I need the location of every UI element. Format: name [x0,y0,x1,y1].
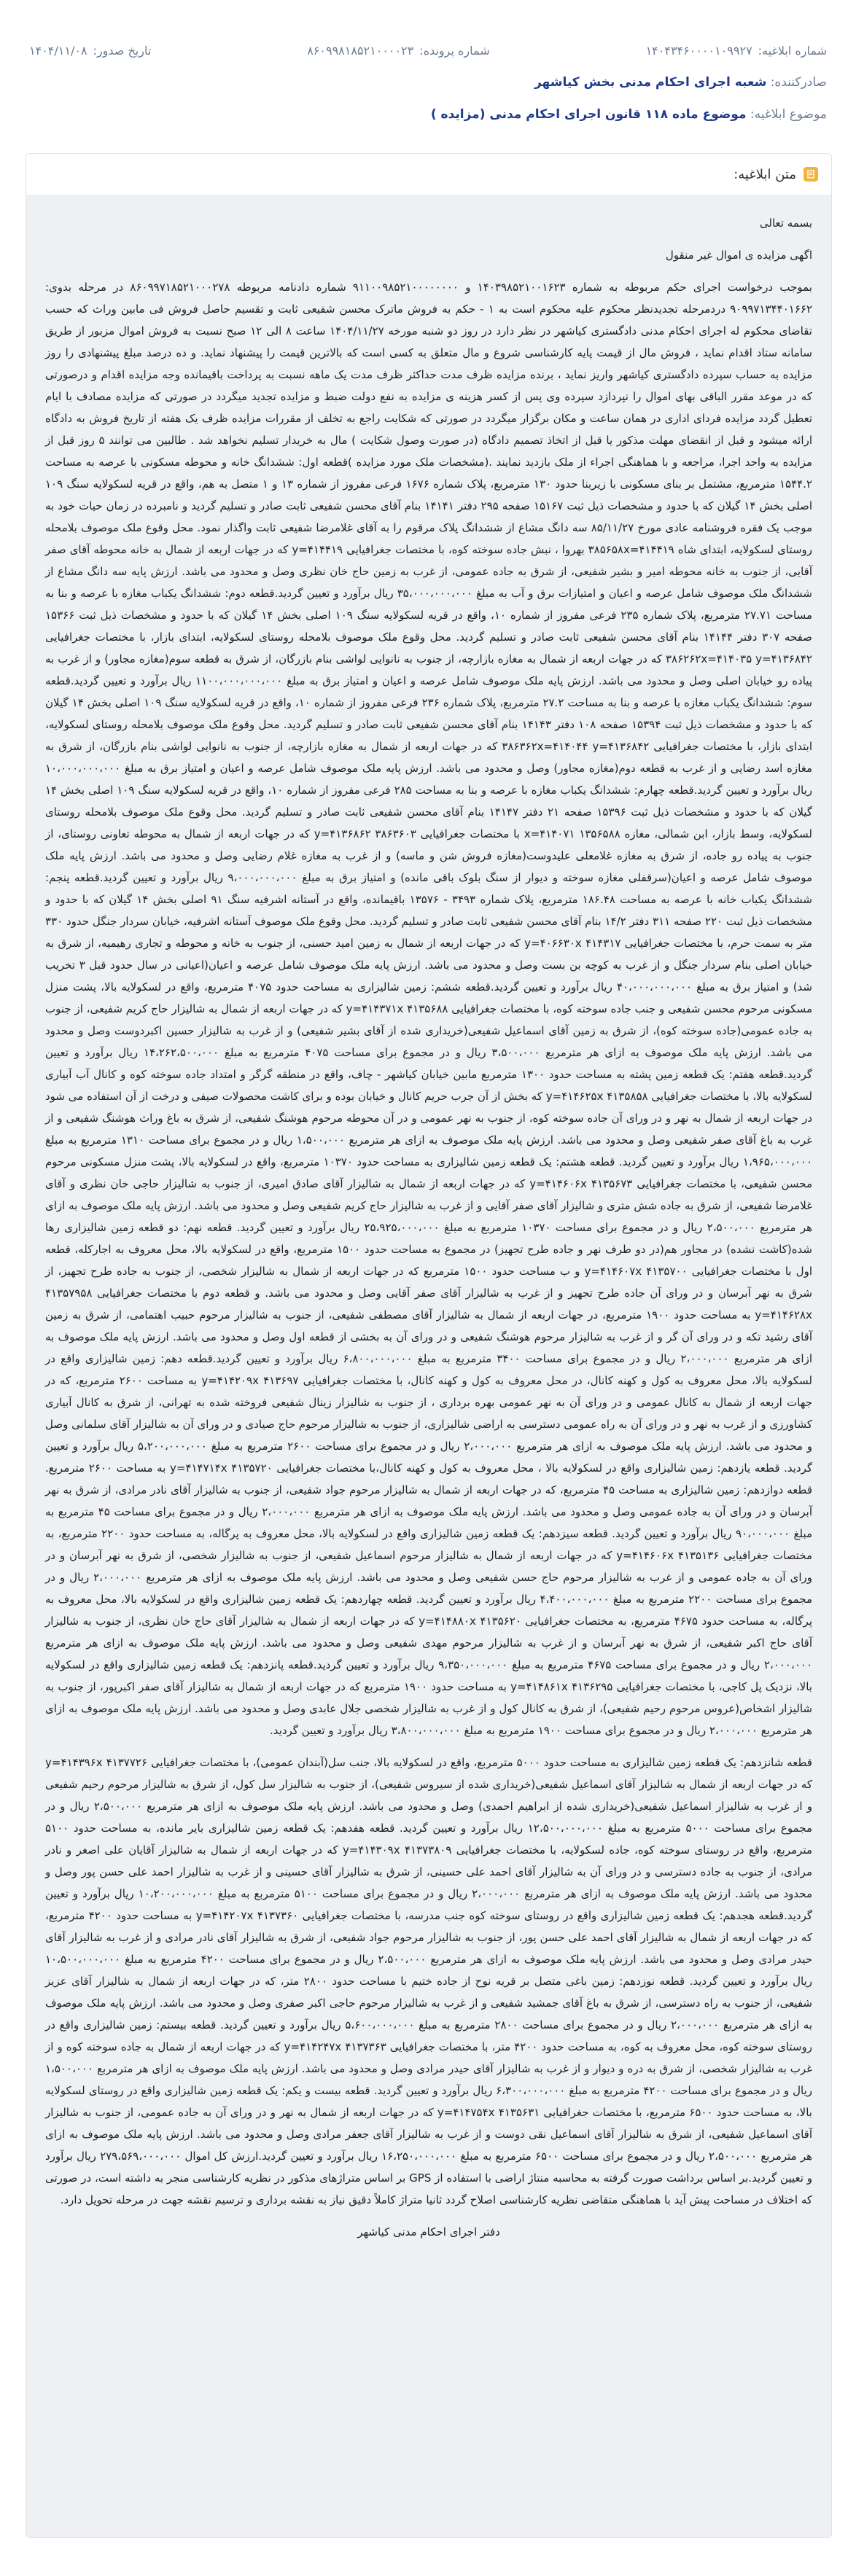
issue-date [29,44,151,58]
issuer-value: شعبه اجرای احکام مدنی بخش کیاشهر [534,75,767,90]
case-number-value: ۸۶۰۹۹۸۱۸۵۲۱۰۰۰۰۲۳ [307,44,414,58]
notice-header [0,0,856,146]
body-heading: اگهی مزایده ی اموال غیر منقول [665,249,812,262]
subject-label: موضوع ابلاغیه: [750,107,827,122]
notice-card [26,153,832,2538]
case-number [307,44,489,58]
document-icon [804,167,818,182]
issuer [0,58,856,90]
issue-date-label: تاریخ صدور: [93,44,152,58]
subject [0,90,856,122]
signature: دفتر اجرای احکام مدنی کیاشهر [357,2225,500,2239]
body-paragraph-2: قطعه شانزدهم: یک قطعه زمین شالیزاری به مساحت حدود ۵۰۰۰ مترمربع، واقع در لسکولایه بالا، جنب سل(آبندان عمومی)، با مختصات جغرافیایی ۴۱۳۷۷۲۶ y=۴۱۴۳۹۶x که در جهات اربعه از شمال به شالیزار آقای اسماعیل شفیعی(خریداری شده از سیروس شفیعی)، از جنوب به شالیزار سل کول، از شرق به شالیزار مرحوم رحیم شفیعی و از غرب به شالیزار اسماعیل شفیعی(خریداری شده از ابراهیم احمدی) وصل و محدود می باشد. ارزش پایه ملک موصوف به ازای هر مترمربع ۲،۵۰۰،۰۰۰ ریال و در مجموع برای مساحت ۵۰۰۰ مترمربع به مبلغ ۱۲،۵۰۰،۰۰۰،۰۰۰ ریال برآورد و تعیین گردید. قطعه هفدهم: یک قطعه زمین شالیزاری بایر مانده، به مساحت حدود ۵۱۰۰ مترمربع، واقع در روستای سوخته کوه، جاده لسکولایه، با مختصات جغرافیایی ۴۱۳۷۳۸۰۹ y=۴۱۴۳۰۹x که در جهات اربعه از شمال به شالیزار آقایان علی اصغر و نادر مرادی، از جنوب به جاده دسترسی و در ورای آن به شالیزار آقای احمد علی حسینی، از شرق به شالیزار آقای حسینی و از غرب به شالیزار احمد علی حسن پور وصل و محدود می باشد. ارزش پایه ملک موصوف به ازای هر مترمربع ۲،۰۰۰،۰۰۰ ریال و در مجموع برای مساحت ۵۱۰۰ مترمربع به مبلغ ۱۰،۲۰۰،۰۰۰،۰۰۰ ریال برآورد و تعیین گردید.قطعه هجدهم: یک قطعه زمین شالیزاری واقع در روستای سوخته کوه جنب مدرسه، با مختصات جغرافیایی ۴۱۳۷۳۶۰ y=۴۱۴۲۰۷x به مساحت حدود ۴۲۰۰ مترمربع، که در جهات اربعه از شمال به شالیزار آقای احمد علی حسن پور، از جنوب به شالیزار مرحوم جواد شفیعی، از شرق به شالیزار آقای نادر مرادی و از غرب به شالیزار آقای حیدر مرادی وصل و محدود می باشد. ارزش پایه ملک موصوف به ازای هر مترمربع ۲،۵۰۰،۰۰۰ ریال و در مجموع برای مساحت ۴۲۰۰ مترمربع به مبلغ ۱۰،۵۰۰،۰۰۰،۰۰۰ ریال برآورد و تعیین گردید. قطعه نوزدهم: زمین باغی متصل بر قریه نوح از جاده ختیم با مساحت حدود ۲۸۰۰ متر، که در جهات اربعه از شمال به شالیزار آقای عزیز شفیعی، از جنوب به راه دسترسی، از شرق به باغ آقای جمشید شفیعی و از غرب به شالیزار مرحوم حاجی اکبر صفری وصل و محدود می باشد. ارزش پایه ملک موصوف به ازای هر مترمربع ۲،۰۰۰،۰۰۰ ریال و در مجموع برای مساحت ۲۸۰۰ مترمربع به مبلغ ۵،۶۰۰،۰۰۰،۰۰۰ ریال برآورد و تعیین گردید. قطعه بیستم: زمین شالیزاری واقع در روستای سوخته کوه، محل معروف به کوه، به مساحت حدود ۴۲۰۰ متر، با مختصات جغرافیایی ۴۱۳۷۳۶۳ y=۴۱۴۲۴۷x که در جهات اربعه از شمال به جاده سوخته کوه و از غرب به شالیزار شخصی، از شرق به دره و دیوار و از غرب به شالیزار آقای حیدر مرادی وصل و محدود می باشد. ارزش پایه ملک موصوف به ازای هر مترمربع ۱،۵۰۰،۰۰۰ ریال و در مجموع برای مساحت ۴۲۰۰ مترمربع به مبلغ ۶،۳۰۰،۰۰۰،۰۰۰ ریال برآورد و تعیین گردید. قطعه بیست و یکم: یک قطعه زمین شالیزاری واقع در روستای لسکولایه بالا، به مساحت حدود ۶۵۰۰ مترمربع، با مختصات جغرافیایی ۴۱۳۵۶۳۱ y=۴۱۴۷۵۴x که در جهات اربعه از شمال به نهر و در ورای آن به جاده عمومی، از جنوب به شالیزار آقای اسماعیل شفیعی، از شرق به شالیزار آقای اسماعیل نقی دوست و از غرب به شالیزار آقای جعفر مرادی وصل و محدود می باشد. ارزش پایه ملک موصوف به ازای هر مترمربع ۲،۵۰۰،۰۰۰ ریال و در مجموع برای مساحت ۶۵۰۰ مترمربع به مبلغ ۱۶،۲۵۰،۰۰۰،۰۰۰ ریال برآورد و تعیین گردید.ارزش کل اموال ۲۷۹،۵۶۹،۰۰۰،۰۰۰ ریال برآورد و تعیین گردید.بر اساس برداشت صورت گرفته به محاسبه منتاژ اراضی با استفاده از GPS بر اساس متراژهای مذکور در نظریه کارشناسی منجر به داشته است، در صورتی که اختلاف در مساحت پیش آید با هماهنگی متقاضی نظریه کارشناسی اصلاح گردد ثانیا متراژ کاملاً دقیق نیاز به نقشه برداری و ترسیم نقشه جهت در مرحله تحویل دارد. [45,1756,813,2206]
notice-number [646,44,827,58]
body-basmala: بسمه تعالی [759,216,812,230]
card-title: متن ابلاغیه: [734,166,796,182]
notice-body [26,195,831,2537]
issuer-label: صادرکننده: [770,75,827,90]
body-paragraph-1: بموجب درخواست اجرای حکم مربوطه به شماره ۱۴۰۳۹۸۵۲۱۰۰۱۶۲۳ و ۹۱۱۰۰۹۸۵۲۱۰۰۰۰۰۰۰۰ شماره دادنامه مربوطه ۸۶۰۹۹۷۱۸۵۲۱۰۰۰۲۷۸ در مرحله بدوی: ۹۰۹۹۷۱۳۴۴۰۱۶۶۲ دردمرحله تجدیدنظر محکوم علیه محکوم است به ۱ - حکم به فروش ماترک محسن شفیعی ثابت و تقسیم حاصل فروش فی مابین وراث که حسب تقاضای محکوم له اجرای احکام مدنی دادگستری کیاشهر در نظر دارد در روز دو شنبه مورخه ۱۴۰۴/۱۱/۲۷ ساعت ۸ الی ۱۲ صبح نسبت به فروش اموال مزبور از طریق سامانه ستاد اقدام نماید ، فروش مال از قیمت پایه کارشناسی شروع و مال متعلق به کسی است که بالاترین قیمت را پیشنهاد نماید. و ده درصد مبلغ پیشنهادی را روز مزایده به حساب سپرده دادگستری کیاشهر واریز نماید ، برنده مزایده ظرف مدت حداکثر ظرف مدت یک ماهه نسبت به پرداخت باقیمانده وجه مزایده اقدام و درصورتی که در موعد مقرر الباقی بهای اموال را نپردازد سپرده وی پس از کسر هزینه ی مزایده به نفع دولت ضبط و مزایده تجدید میگردد در صورتی که مزایده مصادف با ایام تعطیل گردد مزایده فردای اداری در همان ساعت و مکان برگزار میگردد در صورتی که شکایت راجع به تخلف از مقررات مزایده ظرف یک هفته از تاریخ فروش به دادگاه ارائه میشود و قبل از انقضای مهلت مذکور یا قبل از اتخاذ تصمیم دادگاه (در صورت وصول شکایت ) مال به خریدار تسلیم نخواهد شد . طالبین می توانند ۵ روز قبل از مزایده به واحد اجرا، مراجعه و با هماهنگی اجراء از ملک بازدید نمایند .(مشخصات ملک مورد مزایده )قطعه اول: ششدانگ خانه و محوطه مسکونی با عرصه به مساحت ۱۵۴۴.۲ مترمربع، مشتمل بر بنای مسکونی با زیربنا حدود ۱۳۰ مترمربع، پلاک شماره ۱۶۷۶ فرعی مفروز از شماره ۱۳ و ۱ متصل به هم، واقع در قریه لسکولایه سنگ ۱۰۹ اصلی بخش ۱۴ گیلان که با حدود و مشخصات ذیل ثبت ۱۵۱۶۷ صفحه ۲۹۵ دفتر ۱۴۱۴۱ بنام آقای محسن شفیعی ثابت صادر و تسلیم گردید و نامبرده در زمان حیات خود به موجب یک فقره فروشنامه عادی مورخ ۸۵/۱۱/۲۷ سه دانگ مشاع از ششدانگ پلاک مرقوم را به آقای غلامرضا شفیعی ثابت واگذار نمود. محل وقوع ملک موصوف بلامحله روستای لسکولایه، ابتدای شاه ۳۸۵۶۵۸x=۴۱۴۴۱۹ بهروا ، نبش جاده سوخته کوه، با مختصات جغرافیایی y=۴۱۴۴۱۹ که در جهات اربعه از شمال به خانه محوطه آقای صفر آقایی، از جنوب به خانه محوطه امیر و بشیر شفیعی، از شرق به جاده عمومی، از غرب به زمین حاج خان نظری وصل و محدود می باشد. ارزش پایه سه دانگ مشاع از ششدانگ ملک موصوف شامل عرصه و اعیان و امتیازات برق و آب به مبلغ ۳۵،۰۰۰،۰۰۰،۰۰۰ ریال برآورد و تعیین گردید.قطعه دوم: ششدانگ یکباب مغازه با عرصه و بنا به مساحت ۲۷.۷۱ مترمربع، پلاک شماره ۲۳۵ فرعی مفروز از شماره ۱۰، واقع در قریه لسکولایه سنگ ۱۰۹ اصلی بخش ۱۴ گیلان که با حدود و مشخصات ذیل ثبت ۱۵۳۶۶ صفحه ۳۰۷ دفتر ۱۴۱۴۴ بنام آقای محسن شفیعی ثابت صادر و تسلیم گردید. محل وقوع ملک موصوف بلامحله روستای لسکولایه، ابتدای بازار، با مختصات جغرافیایی ۳۸۶۲۶۲x=۴۱۴۰۳۵ y=۴۱۳۶۸۴۲ که در جهات اربعه از شمال به مغازه بازارچه، از جنوب به نانوایی لواشی بنام بازرگان، از شرق به قطعه سوم(مغازه مجاور) و از غرب به پیاده رو خیابان اصلی وصل و محدود می باشد. ارزش پایه ملک موصوف شامل عرصه و اعیان و امتیاز برق به مبلغ ۱۱۰۰،۰۰۰،۰۰۰،۰۰۰ ریال برآورد و تعیین گردید.قطعه سوم: ششدانگ یکباب مغازه با عرصه و بنا به مساحت ۲۷.۲ مترمربع، پلاک شماره ۲۳۶ فرعی مفروز از شماره ۱۰، واقع در قریه لسکولایه سنگ ۱۰۹ اصلی بخش ۱۴ گیلان که با حدود و مشخصات ذیل ثبت ۱۵۳۹۴ صفحه ۱۰۸ دفتر ۱۴۱۴۳ بنام آقای محسن شفیعی ثابت صادر و تسلیم گردید. محل وقوع ملک موصوف بلامحله روستای لسکولایه، ابتدای بازار، با مختصات جغرافیایی ۳۸۶۳۶۲x=۴۱۴۰۴۴ y=۴۱۳۶۸۴۲ که در جهات اربعه از شمال به مغازه بازارچه، از جنوب به نانوایی لواشی بنام بازرگان، از شرق به مغازه اسد رضایی و از غرب به قطعه دوم(مغازه مجاور) وصل و محدود می باشد. ارزش پایه ملک موصوف شامل عرصه و اعیان و امتیاز برق به مبلغ ۱۰،۰۰۰،۰۰۰،۰۰۰ ریال برآورد و تعیین گردید.قطعه چهارم: ششدانگ یکباب مغازه با عرصه و بنا به مساحت ۲۸۵ فرعی مفروز از شماره ۱۰، واقع در قریه لسکولایه سنگ ۱۰۹ اصلی بخش ۱۴ گیلان که با حدود و مشخصات ذیل ثبت ۱۵۳۹۶ صفحه ۲۱ دفتر ۱۴۱۴۷ بنام آقای محسن شفیعی ثابت صادر و تسلیم گردید. محل وقوع ملک موصوف بلامحله روستای لسکولایه، وسط بازار، ابن شمالی، مغازه ۱۳۵۶۵۸۸ x=۴۱۴۰۷۱ با مختصات جغرافیایی ۳۸۶۳۶۰۳ y=۴۱۳۶۸۶۲ که در جهات اربعه از شمال به محوطه تعاونی روستای، از جنوب به پیاده رو جاده، از شرق به مغازه غلامعلی علیدوست(مغازه فروش شن و ماسه) و از غرب به مغازه غلام رضایی وصل و محدود می باشد. ارزش پایه ملک موصوف شامل عرصه و اعیان(سرقفلی مغازه سوخته و دیوار از سنگ بلوک باقی مانده) و امتیاز برق به مبلغ ۹،۰۰۰،۰۰۰،۰۰۰ ریال برآورد و تعیین گردید.قطعه پنجم: ششدانگ یکباب خانه با عرصه به مساحت ۱۸۶.۴۸ مترمربع، پلاک شماره ۳۴۹۳ - ۱۳۵۷۶ باقیمانده، واقع در آستانه اشرفیه سنگ ۹۱ اصلی بخش ۱۴ گیلان که با حدود و مشخصات ذیل ثبت ۲۲۰ صفحه ۳۱۱ دفتر ۱۴/۲ بنام آقای محسن شفیعی ثابت صادر و تسلیم گردید. محل وقوع ملک موصوف آستانه اشرفیه، خیابان سردار جنگل حدود ۳۳۰ متر به سمت حرم، با مختصات جغرافیایی ۴۱۴۳۱۷ y=۴۰۶۶۳۰x که در جهات اربعه از شمال به زمین امید حسنی، از جنوب به خانه و محوطه و تجاری رهیمیه، از شرق به خیابان اصلی بنام سردار جنگل و از غرب به کوچه بن بست وصل و محدود می باشد. ارزش پایه ملک موصوف شامل عرصه و اعیان(اعیانی در سال حدود قبل ۳ تخریب شد) و امتیاز برق به مبلغ ۴۰،۰۰۰،۰۰۰،۰۰۰ ریال برآورد و تعیین گردید.قطعه ششم: زمین شالیزاری به مساحت حدود ۴۰۷۵ مترمربع، واقع در لسکولایه بالا، پشت منزل مسکونی مرحوم محسن شفیعی و جنب جاده سوخته کوه، با مختصات جغرافیایی ۴۱۳۵۶۸۸ y=۴۱۴۳۷۱x که در جهات اربعه از شمال به شالیزار حاج کریم شفیعی، از جنوب به جاده عمومی(جاده سوخته کوه)، از شرق به زمین آقای اسماعیل شفیعی(خریداری شده از آقای بشیر شفیعی) و از غرب به شالیزار حسین اکبردوست وصل و محدود می باشد. ارزش پایه ملک موصوف به ازای هر مترمربع ۳،۵۰۰،۰۰۰ ریال و در مجموع برای مساحت ۴۰۷۵ مترمربع به مبلغ ۱۴،۲۶۲،۵۰۰،۰۰۰ ریال برآورد و تعیین گردید.قطعه هفتم: یک قطعه زمین پشته به مساحت حدود ۱۳۰۰ مترمربع مابین خیابان کیاشهر - چاف، واقع در منطقه گرگر و امتداد جاده سوخته کوه و کانال آب آبیاری لسکولایه بالا، با مختصات جغرافیایی ۴۱۳۵۸۵۸ y=۴۱۴۶۲۵x که بخش از آن جرب حریم کانال و خیابان بوده و برای کاشت محصولات صیفی و درخت از آن استفاده می شود در جهات اربعه از شمال به نهر و در ورای آن جاده سوخته کوه، از جنوب به نهر عمومی و در آن محوطه مرحوم هوشنگ شفیعی، از شرق به باغ وراث هوشنگ شفیعی و از غرب به باغ آقای صفر شفیعی وصل و محدود می باشد. ارزش پایه ملک موصوف به ازای هر مترمربع ۱،۵۰۰،۰۰۰ ریال و در مجموع برای مساحت ۱۳۱۰ مترمربع به مبلغ ۱،۹۶۵،۰۰۰،۰۰۰ ریال برآورد و تعیین گردید. قطعه هشتم: یک قطعه زمین شالیزاری به مساحت حدود ۱۰۳۷۰ مترمربع، واقع در لسکولایه بالا، پشت منزل مسکونی مرحوم محسن شفیعی، با مختصات جغرافیایی ۴۱۳۵۶۷۳ y=۴۱۴۶۰۶x که در جهات اربعه از شمال به شالیزار آقای صادق امیری، از جنوب به شالیزار حاجی خان نظری و آقای غلامرضا شفیعی، از شرق به جاده شش متری و شالیزار آقای صفر آقایی و از غرب به شالیزار حاج کریم شفیعی وصل و محدود می باشد. ارزش پایه ملک موصوف به ازای هر مترمربع ۲،۵۰۰،۰۰۰ ریال و در مجموع برای مساحت ۱۰۳۷۰ مترمربع به مبلغ ۲۵،۹۲۵،۰۰۰،۰۰۰ ریال برآورد و تعیین گردید. قطعه نهم: دو قطعه زمین شالیزاری رها شده(کاشت نشده) در مجاور هم(در دو طرف نهر و جاده طرح تجهیز) در مجموع به مساحت حدود ۱۵۰۰ مترمربع، واقع در لسکولایه بالا، محل معروف به اجارکله، قطعه اول با مختصات جغرافیایی ۴۱۳۵۷۰۰ y=۴۱۴۶۰۷x و ب مساحت حدود ۱۵۰۰ مترمربع که در جهات اربعه از شمال به شالیزار شخصی، از جنوب به جاده طرح تجهیز، از شرق به نهر آبرسان و در ورای آن جاده طرح تجهیز و از غرب به شالیزار آقای صفر آقایی وصل و محدود می باشد. و قطعه دوم با مختصات جغرافیایی ۴۱۳۵۷۹۵۸ y=۴۱۴۶۲۸x به مساحت حدود ۱۹۰۰ مترمربع، در جهات اربعه از شمال به شالیزار آقای مصطفی شفیعی، از جنوب به شالیزار مرحوم حبیب اهتمامی، از شرق به زمین آقای رشید تکه و در ورای آن گر و از غرب به شالیزار مرحوم هوشنگ شفیعی و در ورای آن به بخشی از قطعه اول وصل و محدود می باشد. ارزش پایه ملک موصوف به ازای هر مترمربع ۲،۰۰۰،۰۰۰ ریال و در مجموع برای مساحت ۳۴۰۰ مترمربع به مبلغ ۶،۸۰۰،۰۰۰،۰۰۰ ریال برآورد و تعیین گردید.قطعه دهم: زمین شالیزاری واقع در لسکولایه بالا، محل معروف به کول و کهنه کانال، در محل معروف به کول و کهنه کانال، با مختصات جغرافیایی ۴۱۳۶۹۷ y=۴۱۴۲۰۹x به مساحت ۲۶۰۰ مترمربع، که در جهات اربعه از شمال به کانال عمومی و در ورای آن به نهر عمومی بهره برداری ، از جنوب به شالیزار زینال شفیعی فروخته شده به تهرانی، از شرق به کانال آبیاری کشاورزی و از غرب به نهر و در ورای آن به راه عمومی دسترسی به اراضی شالیزاری، از جنوب به شالیزار مرحوم حاج صیادی و در ورای آن به شالیزار آقای سلمانی وصل و محدود می باشد. ارزش پایه ملک موصوف به ازای هر مترمربع ۲،۰۰۰،۰۰۰ ریال و در مجموع برای مساحت ۲۶۰۰ مترمربع به مبلغ ۵،۲۰۰،۰۰۰،۰۰۰ ریال برآورد و تعیین گردید. قطعه یازدهم: زمین شالیزاری واقع در لسکولایه بالا ، محل معروف به کول و کهنه کانال،با مختصات جغرافیایی ۴۱۳۵۷۲۰ y=۴۱۴۷۱۴x به مساحت ۲۶۰۰ مترمربع. قطعه دوازدهم: زمین شالیزاری به مساحت ۴۵ مترمربع، که در جهات اربعه از شمال به شالیزار مرحوم جواد شفیعی، از جنوب به شالیزار آقای نادر مرادی، از شرق به نهر آبرسان و در ورای آن به جاده عمومی وصل و محدود می باشد. ارزش پایه ملک موصوف به ازای هر مترمربع ۲،۰۰۰،۰۰۰ ریال و در مجموع برای مساحت ۴۵ مترمربع به مبلغ ۹۰،۰۰۰،۰۰۰ ریال برآورد و تعیین گردید. قطعه سیزدهم: یک قطعه زمین شالیزاری واقع در لسکولایه بالا، محل معروف به پرگاله، به مساحت حدود ۲۲۰۰ مترمربع، به مختصات جغرافیایی ۴۱۳۵۱۳۶ y=۴۱۴۶۰۶x که در جهات اربعه از شمال به شالیزار مرحوم اسماعیل شفیعی، از جنوب به شالیزار شخصی، از شرق به نهر آبرسان و در ورای آن به جاده عمومی و از غرب به شالیزار مرحوم حاج حسن شفیعی وصل و محدود می باشد. ارزش پایه ملک موصوف به ازای هر مترمربع ۲،۰۰۰،۰۰۰ ریال و در مجموع برای مساحت ۲۲۰۰ مترمربع به مبلغ ۴،۴۰۰،۰۰۰،۰۰۰ ریال برآورد و تعیین گردید. قطعه چهاردهم: یک قطعه زمین شالیزاری واقع در لسکولایه بالا، محل معروف به پرگاله، به مساحت حدود ۴۶۷۵ مترمربع، به مختصات جغرافیایی ۴۱۳۵۶۲۰ y=۴۱۴۸۸۰x که در جهات اربعه از شمال به شالیزار آقای حاج خان نظری، از جنوب به شالیزار آقای حاج اکبر شفیعی، از شرق به نهر آبرسان و از غرب به شالیزار مرحوم مهدی شفیعی وصل و محدود می باشد. ارزش پایه ملک موصوف به ازای هر مترمربع ۲،۰۰۰،۰۰۰ ریال و در مجموع برای مساحت ۴۶۷۵ مترمربع به مبلغ ۹،۳۵۰،۰۰۰،۰۰۰ ریال برآورد و تعیین گردید.قطعه پانزدهم: یک قطعه زمین شالیزاری واقع در لسکولایه بالا، نزدیک پل کاجی، با مختصات جغرافیایی ۴۱۳۶۲۹۵ y=۴۱۴۸۶۱x به مساحت حدود ۱۹۰۰ مترمربع که در جهات اربعه از شمال به شالیزار آقای صفر اکبرپور، از جنوب به شالیزار اشخاص(عروس مرحوم رحیم شفیعی)، از شرق به کانال کول و از غرب به شالیزار شخصی جلال عابدی وصل و محدود می باشد. ارزش پایه ملک موصوف به ازای هر مترمربع ۲،۰۰۰،۰۰۰ ریال و در مجموع برای مساحت ۱۹۰۰ مترمربع به مبلغ ۳،۸۰۰،۰۰۰،۰۰۰ ریال برآورد و تعیین گردید. [45,281,813,1737]
meta-row [0,0,856,58]
notice-number-label: شماره ابلاغیه: [758,44,827,58]
case-number-label: شماره پرونده: [419,44,490,58]
notice-number-value: ۱۴۰۴۳۴۶۰۰۰۰۱۰۹۹۲۷ [645,44,752,58]
issue-date-value: ۱۴۰۴/۱۱/۰۸ [29,44,87,58]
subject-value: موضوع ماده ۱۱۸ قانون اجرای احکام مدنی (مزایده ) [430,107,747,122]
card-header [26,154,831,195]
